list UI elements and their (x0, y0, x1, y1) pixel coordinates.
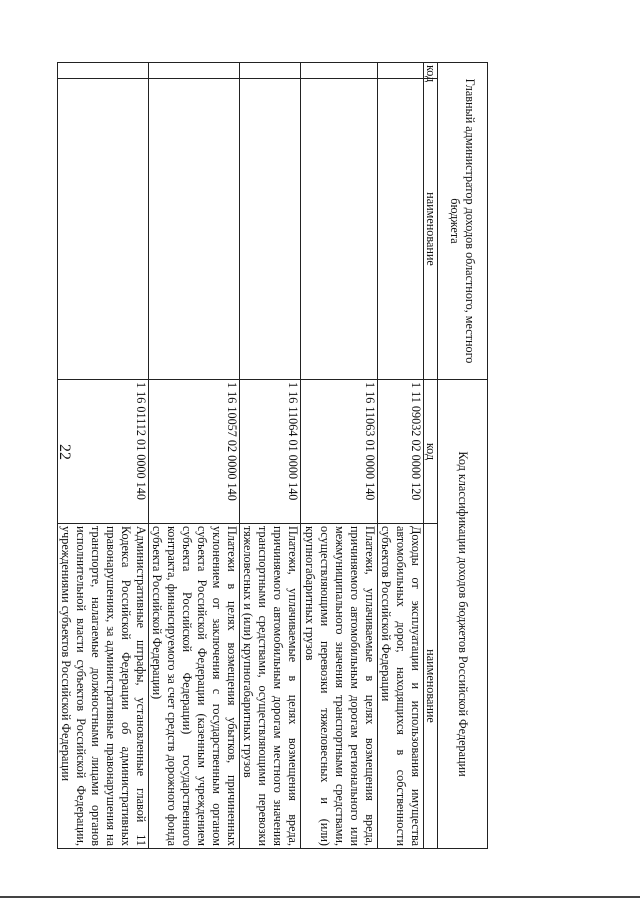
admin-code-cell (301, 63, 378, 79)
admin-name-cell (149, 79, 240, 380)
classification-name-cell: Платежи, уплачиваемые в целях возмещения вреда, причиняемого автомобильным дорогам регионального или межмуниципального значения транспортными средствами, осуществляющими перевозки тяжеловесных и (или) крупногабаритных грузов (301, 524, 378, 849)
classification-name-cell: Платежи в целях возмещения убытков, причиненных уклонением от заключения с государственным органом субъекта Российской Федерации (казенным учреждением субъекта Российской Федерации) государственного контракта, финансируемого за счет средств дорожного фонда субъекта Российской Федерации) (149, 524, 240, 849)
classification-header: Код классификации доходов бюджетов Российской Федерации (438, 380, 488, 849)
table-row (240, 63, 301, 849)
budget-classification-table (57, 62, 488, 849)
classification-name-cell: Административные штрафы, установленные главой 11 Кодекса Российской Федерации об административных правонарушениях, за административные правонарушения на транспорте, налагаемые должностными лицами органов исполнительной власти субъектов Российской Федерации, учреждениями субъектов Российской Федерации (58, 524, 149, 849)
admin-name-cell (58, 79, 149, 380)
table-subheader-row (424, 63, 438, 849)
table-row (378, 63, 424, 849)
table-row (301, 63, 378, 849)
admin-name-cell (240, 79, 301, 380)
admin-code-cell (240, 63, 301, 79)
classification-name-subheader: наименование (424, 524, 438, 849)
admin-code-cell (149, 63, 240, 79)
admin-code-cell (58, 63, 149, 79)
classification-code-cell: 1 16 11064 01 0000 140 (240, 380, 301, 524)
admin-header: Главный администратор доходов областного, местного бюджета (438, 63, 488, 380)
admin-name-cell (301, 79, 378, 380)
classification-code-cell: 1 16 11063 01 0000 140 (301, 380, 378, 524)
classification-name-cell: Доходы от эксплуатации и использования имущества автомобильных дорог, находящихся в собственности субъектов Российской Федерации (378, 524, 424, 849)
admin-code-subheader: код (424, 63, 438, 79)
page-bottom-rule (0, 896, 640, 898)
classification-name-cell: Платежи, уплачиваемые в целях возмещения вреда, причиняемого автомобильным дорогам местного значения транспортными средствами, осуществляющими перевозки тяжеловесных и (или) крупногабаритных грузов (240, 524, 301, 849)
classification-code-cell: 1 16 01112 01 0000 140 (58, 380, 149, 524)
table-header-row (438, 63, 488, 849)
table-row (58, 63, 149, 849)
classification-code-cell: 1 11 09032 02 0000 120 (378, 380, 424, 524)
admin-name-subheader: наименование (424, 79, 438, 380)
table-row (149, 63, 240, 849)
classification-code-subheader: код (424, 380, 438, 524)
admin-code-cell (378, 63, 424, 79)
classification-code-cell: 1 16 10057 02 0000 140 (149, 380, 240, 524)
admin-name-cell (378, 79, 424, 380)
page-number: 22 (56, 444, 73, 460)
